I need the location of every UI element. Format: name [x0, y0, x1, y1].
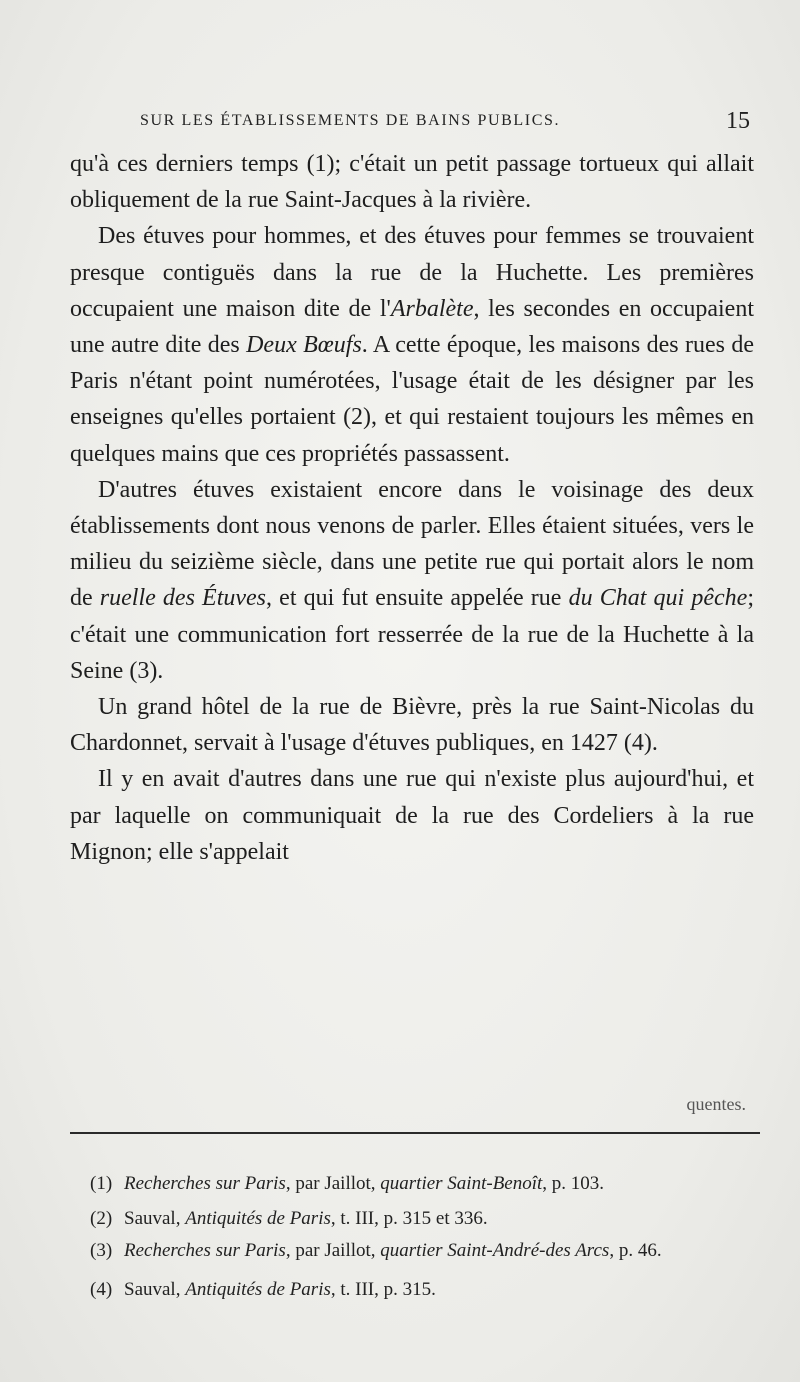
- paragraph-3-italic-chat: du Chat qui pêche: [568, 585, 748, 612]
- footnote-3: [90, 1236, 764, 1266]
- footnote-number: (4): [90, 1279, 113, 1300]
- footnote-text: , par Jaillot,: [285, 1240, 381, 1261]
- footnote-text: , t. III, p. 315.: [330, 1279, 436, 1300]
- footnote-text: , par Jaillot,: [285, 1173, 381, 1194]
- paragraph-5: [70, 761, 754, 870]
- footnote-text: , t. III, p. 315 et 336.: [330, 1208, 488, 1229]
- paragraph-1: [70, 146, 754, 218]
- footnote-2: [90, 1201, 764, 1236]
- footnote-number: (2): [90, 1208, 113, 1229]
- paragraph-3-text-a: D'autres étuves existaient encore dans le voisinage des deux établissements dont nous venons de parler. Elles étaient situées, vers le milieu du seizième siècle, dans une petite rue qui portait alors le nom de: [70, 476, 754, 612]
- footnote-italic: quartier Saint-Benoît: [380, 1173, 543, 1194]
- paragraph-2-italic-deux-boeufs: Deux Bœufs: [246, 332, 362, 359]
- footnote-italic: Antiquités de Paris: [185, 1279, 331, 1300]
- paragraph-4: [70, 689, 754, 761]
- footnote-text: , p. 103.: [542, 1173, 605, 1194]
- footnote-italic: Antiquités de Paris: [185, 1208, 331, 1229]
- footnote-number: (3): [90, 1240, 113, 1261]
- footnote-number: (1): [90, 1173, 113, 1194]
- catchword: quentes.: [686, 1094, 746, 1114]
- paragraph-3-text-e: ; c'était une communication fort resserrée de la rue de la Huchette à la Seine (3).: [70, 585, 754, 684]
- paragraph-3-text-c: , et qui fut ensuite appelée rue: [266, 585, 569, 612]
- footnote-italic: quartier Saint-André-des Arcs: [380, 1240, 610, 1261]
- paragraph-2-text-a: Des étuves pour hommes, et des étuves pour femmes se trouvaient presque contiguës dans la rue de la Huchette. Les premières occupaient une maison dite de l': [70, 223, 754, 322]
- footnote-text: Sauval,: [124, 1208, 186, 1229]
- footnote-italic: Recherches sur Paris: [124, 1240, 286, 1261]
- footnote-text: , p. 46.: [609, 1240, 662, 1261]
- paragraph-2-text-e: . A cette époque, les maisons des rues de Paris n'étant point numérotées, l'usage était de les désigner par les enseignes qu'elles portaient (2), et qui restaient toujours les mêmes en quelques mains que ces propriétés passassent.: [70, 332, 754, 467]
- paragraph-2: [70, 218, 754, 471]
- footnote-rule: [70, 1132, 760, 1134]
- paragraph-3-italic-ruelle: ruelle des Étuves: [99, 585, 267, 612]
- paragraph-5-text: Il y en avait d'autres dans une rue qui n'existe plus aujourd'hui, et par laquelle on communiquait de la rue des Cordeliers à la rue Mignon; elle s'appelait: [70, 766, 754, 865]
- paragraph-4-text: Un grand hôtel de la rue de Bièvre, près la rue Saint-Nicolas du Chardonnet, servait à l'usage d'étuves publiques, en 1427 (4).: [70, 694, 754, 757]
- paragraph-2-italic-arbalete: Arbalète: [390, 295, 474, 322]
- footnote-4: [90, 1272, 764, 1307]
- paragraph-2-text-c: , les secondes en occupaient une autre dite des: [70, 295, 754, 359]
- paragraph-1-text: qu'à ces derniers temps (1); c'était un petit passage tortueux qui allait obliquement de la rue Saint-Jacques à la rivière.: [70, 151, 754, 214]
- page-number: 15: [726, 108, 750, 134]
- running-head: [140, 108, 750, 138]
- footnote-text: Sauval,: [124, 1279, 186, 1300]
- body-text: [70, 146, 754, 870]
- running-title: SUR LES ÉTABLISSEMENTS DE BAINS PUBLICS.: [140, 112, 561, 129]
- footnote-1: [90, 1166, 764, 1201]
- footnotes: [90, 1166, 764, 1307]
- footnote-italic: Recherches sur Paris: [124, 1173, 286, 1194]
- paragraph-3: [70, 472, 754, 689]
